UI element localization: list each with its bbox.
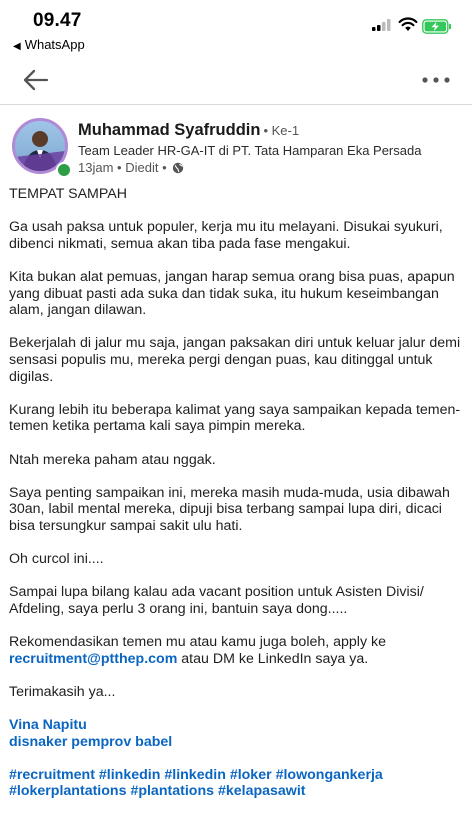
back-arrow-icon[interactable]: [22, 68, 50, 92]
back-triangle-icon: ◀: [13, 41, 21, 52]
hashtag-link[interactable]: #loker: [229, 766, 272, 783]
author-name[interactable]: Muhammad Syafruddin: [78, 121, 261, 139]
author-avatar-wrapper[interactable]: [12, 118, 70, 176]
wifi-icon: [398, 17, 418, 32]
mention-link[interactable]: disnaker pemprov babel: [9, 733, 173, 750]
recommend-paragraph: [9, 634, 465, 667]
mentions-block: [9, 717, 465, 750]
post-paragraph: Bekerjalah di jalur mu saja, jangan paksakan diri untuk keluar jalur demi sensasi populis mu, mereka pergi dengan puas, kau ditinggal untuk digilas.: [9, 335, 461, 385]
author-name-line: [78, 121, 468, 140]
more-options-icon[interactable]: [420, 74, 452, 86]
globe-icon: [172, 162, 184, 174]
connection-degree: • Ke-1: [263, 123, 300, 138]
online-status-dot: [56, 162, 72, 178]
post-paragraph: Ntah mereka paham atau nggak.: [9, 451, 216, 468]
recommend-suffix: atau DM ke LinkedIn saya ya.: [177, 650, 369, 667]
post-paragraph: Kita bukan alat pemuas, jangan harap semua orang bisa puas, apapun yang dibuat pasti ada suka dan tidak suka, itu hukum keseimbangan alam, jangan dilawan.: [9, 268, 455, 319]
email-link[interactable]: recruitment@ptthep.com: [9, 650, 178, 667]
back-to-app-link[interactable]: [13, 37, 85, 52]
status-time: 09.47: [33, 10, 82, 31]
post-meta: 13jam • Diedit •: [78, 160, 468, 175]
cellular-signal-icon: [372, 19, 392, 31]
post-paragraph: Kurang lebih itu beberapa kalimat yang saya sampaikan kepada temen-temen ketika pertama kali saya pimpin mereka.: [9, 401, 461, 435]
hashtag-link[interactable]: #linkedin: [98, 766, 161, 783]
status-bar: [0, 0, 472, 56]
post-paragraph: Oh curcol ini....: [9, 551, 104, 568]
post-time-ago: 13jam: [78, 160, 114, 175]
hashtag-link[interactable]: #kelapasawit: [217, 783, 306, 800]
hashtag-link[interactable]: #lokerplantations: [9, 783, 127, 800]
mention-link[interactable]: Vina Napitu: [9, 717, 87, 733]
battery-charging-icon: [422, 19, 452, 34]
post-paragraph: Ga usah paksa untuk populer, kerja mu itu melayani. Disukai syukuri, dibenci nikmati, semua akan tiba pada fase mengakui.: [9, 219, 443, 252]
author-headline: Team Leader HR-GA-IT di PT. Tata Hamparan Eka Persada: [78, 143, 422, 158]
hashtag-link[interactable]: #linkedin: [164, 766, 226, 783]
post-paragraph: Sampai lupa bilang kalau ada vacant position untuk Asisten Divisi/ Afdeling, saya perlu 3 orang ini, bantuin saya dong.....: [9, 584, 424, 617]
post-edited-label: Diedit: [125, 160, 159, 175]
hashtag-link[interactable]: #plantations: [130, 783, 214, 800]
hashtag-link[interactable]: #lowongankerja: [275, 766, 383, 783]
post-title: TEMPAT SAMPAH: [9, 186, 127, 202]
thanks-line: Terimakasih ya...: [9, 683, 116, 700]
hashtags-block: [9, 767, 465, 800]
author-info: [78, 121, 468, 175]
post-paragraph: Saya penting sampaikan ini, mereka masih muda-muda, usia dibawah 30an, labil mental mereka, dipuji bisa terbang sampai lupa diri, dicaci bisa tersungkur sampai sakit ulu hati.: [9, 484, 450, 534]
recommend-text: Rekomendasikan temen mu atau kamu juga boleh, apply ke: [9, 634, 386, 651]
hashtag-link[interactable]: #recruitment: [9, 766, 95, 783]
post-body: [9, 186, 465, 817]
back-app-label: WhatsApp: [24, 37, 85, 52]
nav-bar: [0, 56, 472, 105]
